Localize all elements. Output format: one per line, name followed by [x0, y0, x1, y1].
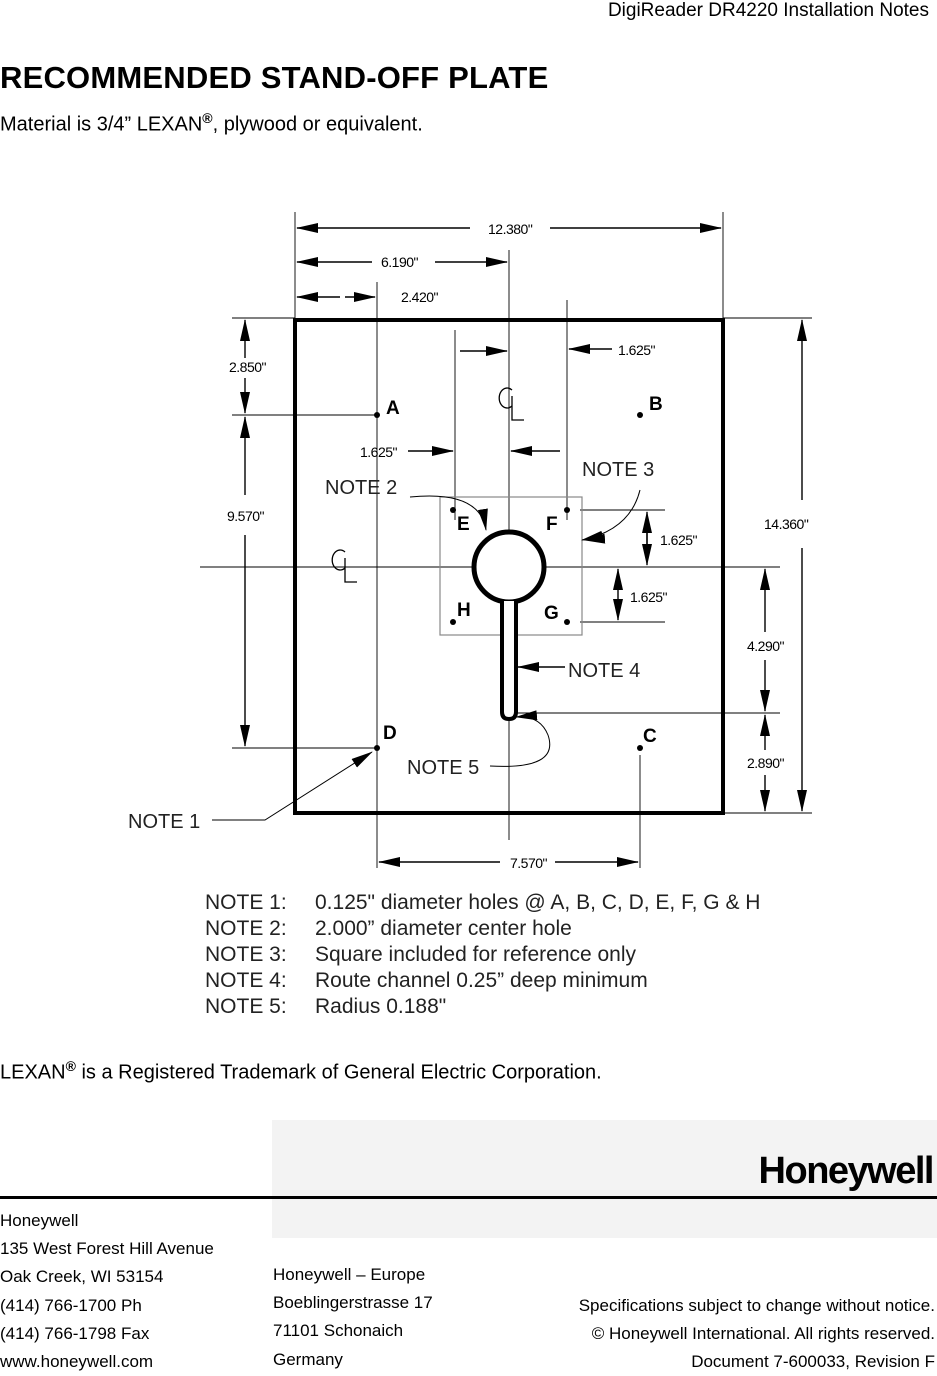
note-label: NOTE 2: [205, 917, 287, 940]
dim-1625-right-1: 1.625" [660, 532, 698, 548]
point-label-d: D [383, 723, 397, 744]
fax-line: (414) 766-1798 Fax [0, 1323, 150, 1343]
address-line: Oak Creek, WI 53154 [0, 1267, 164, 1287]
trademark-notice [0, 1058, 602, 1085]
route-channel [502, 601, 516, 719]
section-title: RECOMMENDED STAND-OFF PLATE [0, 60, 549, 95]
material-line [0, 110, 423, 137]
dim-2850: 2.850" [229, 359, 267, 375]
callout-note-2: NOTE 2 [325, 477, 398, 499]
note-row [205, 968, 760, 994]
point-label-e: E [457, 514, 470, 535]
note-text: 2.000” diameter center hole [315, 917, 572, 940]
stand-off-plate-drawing [0, 190, 937, 871]
document-number: Document 7-600033, Revision F [691, 1352, 935, 1371]
document-header: DigiReader DR4220 Installation Notes [607, 0, 929, 21]
phone-line: (414) 766-1700 Ph [0, 1295, 142, 1315]
note-text: Route channel 0.25” deep minimum [315, 969, 648, 992]
dim-2890: 2.890" [747, 755, 785, 771]
copyright-line: © Honeywell International. All rights reserved. [591, 1324, 935, 1343]
dim-7570: 7.570" [510, 855, 548, 871]
note-label: NOTE 3: [205, 943, 287, 966]
dim-1625-top: 1.625" [618, 342, 656, 358]
material-suffix: , plywood or equivalent. [212, 113, 423, 136]
point-label-a: A [386, 398, 400, 419]
honeywell-logo: Honeywell [758, 1150, 933, 1192]
point-label-c: C [643, 726, 657, 747]
dim-12380: 12.380" [488, 221, 533, 237]
material-prefix: Material is 3/4” LEXAN [0, 113, 203, 136]
dim-6190: 6.190" [381, 254, 419, 270]
dim-1625-right-2: 1.625" [630, 589, 668, 605]
note-label: NOTE 1: [205, 891, 287, 914]
dim-2420: 2.420" [401, 289, 439, 305]
point-label-b: B [649, 394, 663, 415]
point-label-h: H [457, 600, 471, 621]
registered-mark: ® [65, 1058, 76, 1074]
note-text: Square included for reference only [315, 943, 637, 966]
note-row [205, 916, 760, 942]
spec-notice [579, 1292, 935, 1376]
dim-4290: 4.290" [747, 638, 785, 654]
address-line: Honeywell – Europe [273, 1265, 426, 1284]
address-line: 135 West Forest Hill Avenue [0, 1239, 214, 1259]
us-address [0, 1207, 214, 1376]
point-label-g: G [544, 603, 559, 624]
trademark-suffix: is a Registered Trademark of General Electric Corporation. [75, 1061, 602, 1084]
center-hole [474, 532, 544, 602]
note-label: NOTE 4: [205, 969, 287, 992]
note-row [205, 994, 760, 1020]
registered-mark: ® [202, 110, 213, 126]
website-link[interactable]: www.honeywell.com [0, 1352, 154, 1372]
europe-address [273, 1261, 433, 1374]
footer-rule [0, 1196, 937, 1199]
point-label-f: F [546, 514, 558, 535]
note-row [205, 942, 760, 968]
trademark-prefix: LEXAN [0, 1061, 66, 1084]
address-line: Boeblingerstrasse 17 [273, 1293, 433, 1313]
callout-note-5: NOTE 5 [407, 757, 480, 779]
address-line: Honeywell [0, 1211, 79, 1230]
callout-note-4: NOTE 4 [568, 660, 641, 682]
dim-9570: 9.570" [227, 508, 265, 524]
note-text: Radius 0.188" [315, 995, 447, 1018]
callout-note-3: NOTE 3 [582, 459, 655, 481]
address-line: Germany [273, 1349, 343, 1369]
drawing-notes [205, 890, 760, 1020]
callout-note-1: NOTE 1 [128, 811, 201, 833]
address-line: 71101 Schonaich [273, 1321, 404, 1341]
spec-line: Specifications subject to change without notice. [578, 1296, 935, 1315]
dim-14360: 14.360" [764, 516, 809, 532]
note-label: NOTE 5: [205, 995, 287, 1018]
note-text: 0.125" diameter holes @ A, B, C, D, E, F, G & H [315, 891, 761, 914]
note-row [205, 890, 760, 916]
dim-1625-left: 1.625" [360, 444, 398, 460]
